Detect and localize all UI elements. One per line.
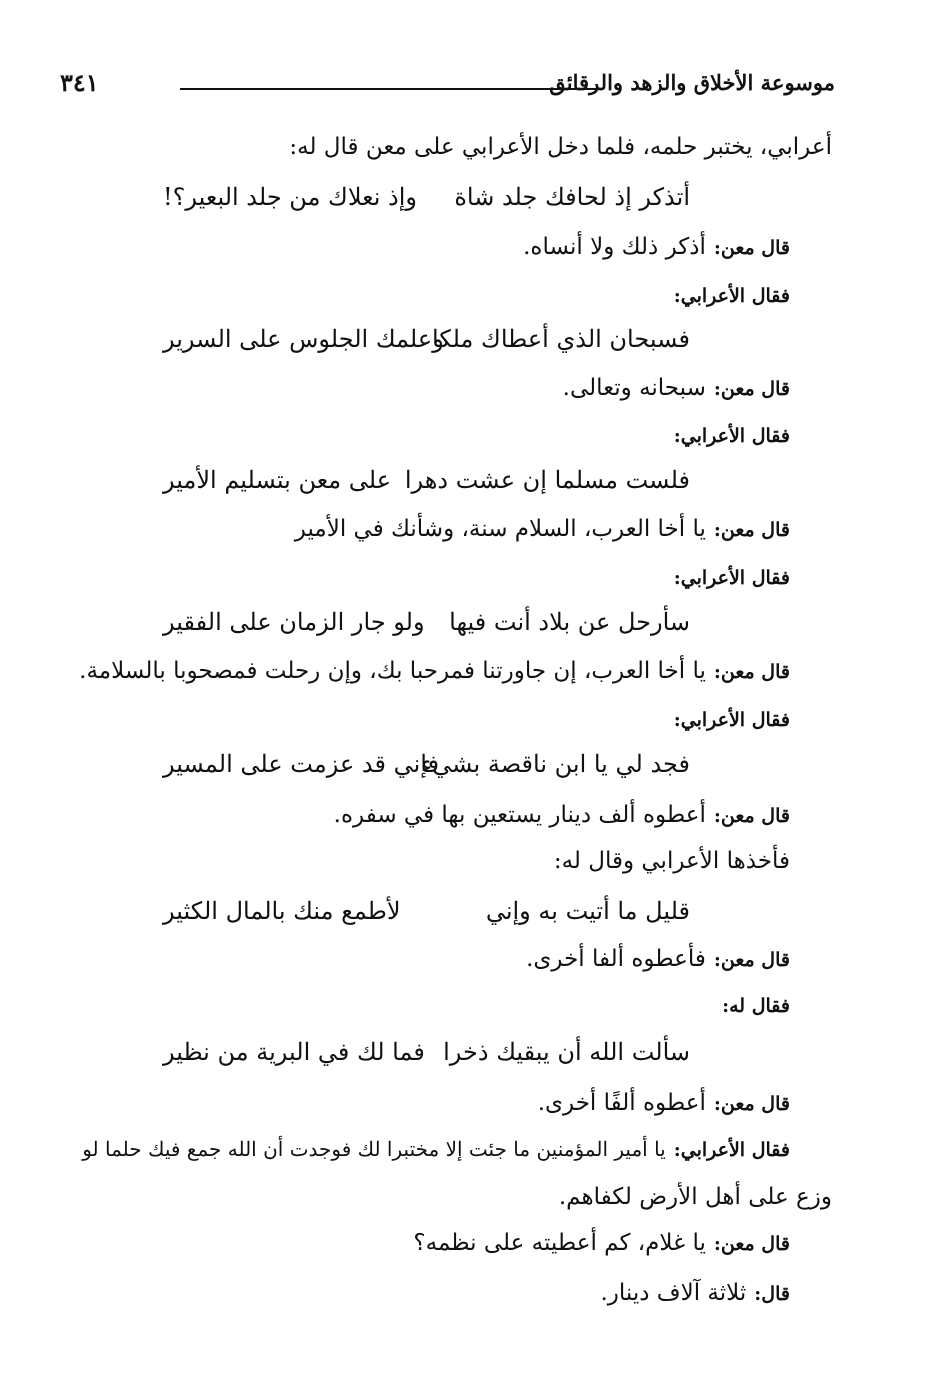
speaker-label: قال معن: [713,1093,790,1115]
speaker-line [674,562,790,593]
verse-hemistich-first: سأرحل عن بلاد أنت فيها [449,608,690,636]
dialog-line [563,373,790,404]
verse-hemistich-second: وإذ نعلاك من جلد البعير؟! [163,183,417,211]
speaker-label: فقال الأعرابي: [673,425,790,447]
speaker-line [674,704,790,735]
verse-hemistich-second: لأطمع منك بالمال الكثير [163,897,401,925]
dialog-text: يا أمير المؤمنين ما جئت إلا مختبرا لك فوجدت أن الله جمع فيك حلما لو [82,1137,666,1161]
verse-hemistich-first: سألت الله أن يبقيك ذخرا [443,1038,690,1066]
speaker-label: قال معن: [713,949,790,971]
speaker-label: قال معن: [713,661,790,683]
dialog-line [79,656,790,687]
verse-hemistich-first: فلست مسلما إن عشت دهرا [404,466,690,494]
dialog-text: يا غلام، كم أعطيته على نظمه؟ [413,1230,706,1256]
verse-hemistich-second: على معن بتسليم الأمير [163,466,392,494]
speaker-label: قال معن: [713,519,790,541]
verse-hemistich-first: فسبحان الذي أعطاك ملكا [432,325,690,353]
speaker-label: قال معن: [713,805,790,827]
verse-hemistich-first: أتذكر إذ لحافك جلد شاة [454,183,690,211]
verse-hemistich-second: وعلمك الجلوس على السرير [163,325,444,353]
dialog-text: سبحانه وتعالى. [562,375,706,401]
header-title: موسوعة الأخلاق والزهد والرقائق [549,70,835,95]
speaker-line [674,420,790,451]
speaker-label: فقال الأعرابي: [673,567,790,589]
dialog-text: ثلاثة آلاف دينار. [600,1280,747,1306]
speaker-label: فقال الأعرابي: [673,709,790,731]
dialog-line [334,800,790,831]
dialog-line [600,1278,790,1309]
dialog-text: أعطوه ألف دينار يستعين بها في سفره. [333,802,706,828]
dialog-line [82,1134,790,1165]
speaker-label: قال معن: [713,378,790,400]
dialog-text: يا أخا العرب، إن جاورتنا فمرحبا بك، وإن رحلت فمصحوبا بالسلامة. [79,658,706,684]
dialog-line [523,232,790,263]
speaker-label: فقال الأعرابي: [673,1139,790,1161]
prose-line: أعرابي، يختبر حلمه، فلما دخل الأعرابي على معن قال له: [289,134,832,160]
speaker-label: فقال له: [722,995,790,1017]
dialog-line [526,944,790,975]
dialog-line [413,1228,790,1259]
header-rule [180,88,600,90]
page-number: ٣٤١ [60,68,99,97]
dialog-text: أعطوه ألفًا أخرى. [537,1090,706,1116]
speaker-label: قال معن: [713,237,790,259]
dialog-line [295,514,790,545]
running-header [60,68,835,104]
prose-line: وزع على أهل الأرض لكفاهم. [558,1184,832,1210]
prose-line: فأخذها الأعرابي وقال له: [553,848,790,874]
dialog-text: أذكر ذلك ولا أنساه. [523,234,706,260]
speaker-label: قال معن: [713,1233,790,1255]
speaker-line [674,280,790,311]
dialog-line [538,1088,790,1119]
speaker-line [722,990,790,1021]
speaker-label: قال: [754,1283,790,1305]
verse-hemistich-second: فما لك في البرية من نظير [163,1038,425,1066]
verse-hemistich-second: فإني قد عزمت على المسير [163,750,440,778]
dialog-text: يا أخا العرب، السلام سنة، وشأنك في الأمير [294,516,706,542]
verse-hemistich-first: قليل ما أتيت به وإني [485,897,690,925]
verse-hemistich-first: فجد لي يا ابن ناقصة بشيء [420,750,690,778]
verse-hemistich-second: ولو جار الزمان على الفقير [163,608,425,636]
speaker-label: فقال الأعرابي: [673,285,790,307]
dialog-text: فأعطوه ألفا أخرى. [526,946,706,972]
